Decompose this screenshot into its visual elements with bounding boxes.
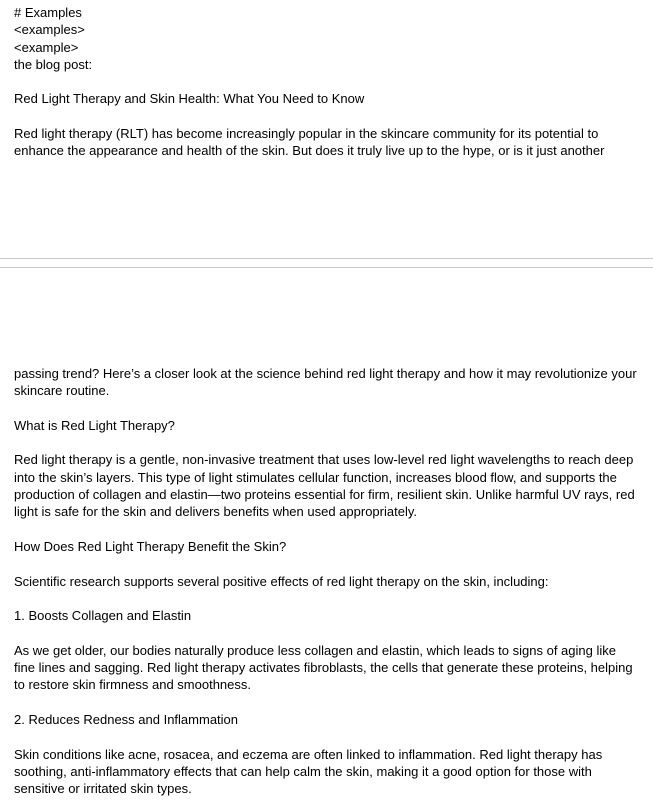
intro-paragraph-part-1: Red light therapy (RLT) has become increasingly popular in the skincare community for its potential to enhance the appearance and health of the skin. But does it truly live up to the hype, or is it just another [14,126,605,159]
section-body-benefits: Scientific research supports several positive effects of red light therapy on the skin, including: [14,573,549,589]
header-line-examples-heading: # Examples [14,5,82,20]
section-body-what-is-rlt: Red light therapy is a gentle, non-invasive treatment that uses low-level red light wavelengths to reach deep into the skin’s layers. This type of light stimulates cellular function, increases blood flow, and supports the production of collagen and elastin—two proteins essential for firm, resilient skin. Unlike harmful UV rays, red light is safe for the skin and delivers benefits when used appropriately. [14,452,635,520]
benefit-body-redness: Skin conditions like acne, rosacea, and eczema are often linked to inflammation. Red light therapy has soothing, anti-inflammatory effects that can help calm the skin, making it a good option for those with sensitive or irritated skin types. [14,746,603,797]
benefit-heading-collagen: 1. Boosts Collagen and Elastin [14,608,192,624]
intro-paragraph-part-2: passing trend? Here’s a closer look at the science behind red light therapy and how it may revolutionize your skincare routine. [14,366,637,399]
section-heading-benefits: How Does Red Light Therapy Benefit the Skin? [14,538,287,554]
section-heading-what-is-rlt: What is Red Light Therapy? [14,417,175,433]
page-break-divider [0,258,653,268]
header-line-blog-post-label: the blog post: [14,56,93,72]
page-2-content [14,365,639,797]
benefit-body-collagen: As we get older, our bodies naturally produce less collagen and elastin, which leads to signs of aging like fine lines and sagging. Red light therapy activates fibroblasts, the cells that generate these proteins, helping to restore skin firmness and smoothness. [14,642,633,693]
page-1-content [14,4,639,160]
header-line-examples-tag: <examples> [14,22,85,38]
document-page-2 [0,268,653,805]
benefit-heading-redness: 2. Reduces Redness and Inflammation [14,711,239,727]
document-page-1 [0,0,653,258]
blog-title: Red Light Therapy and Skin Health: What You Need to Know [14,91,365,107]
header-line-example-tag: <example> [14,39,79,55]
